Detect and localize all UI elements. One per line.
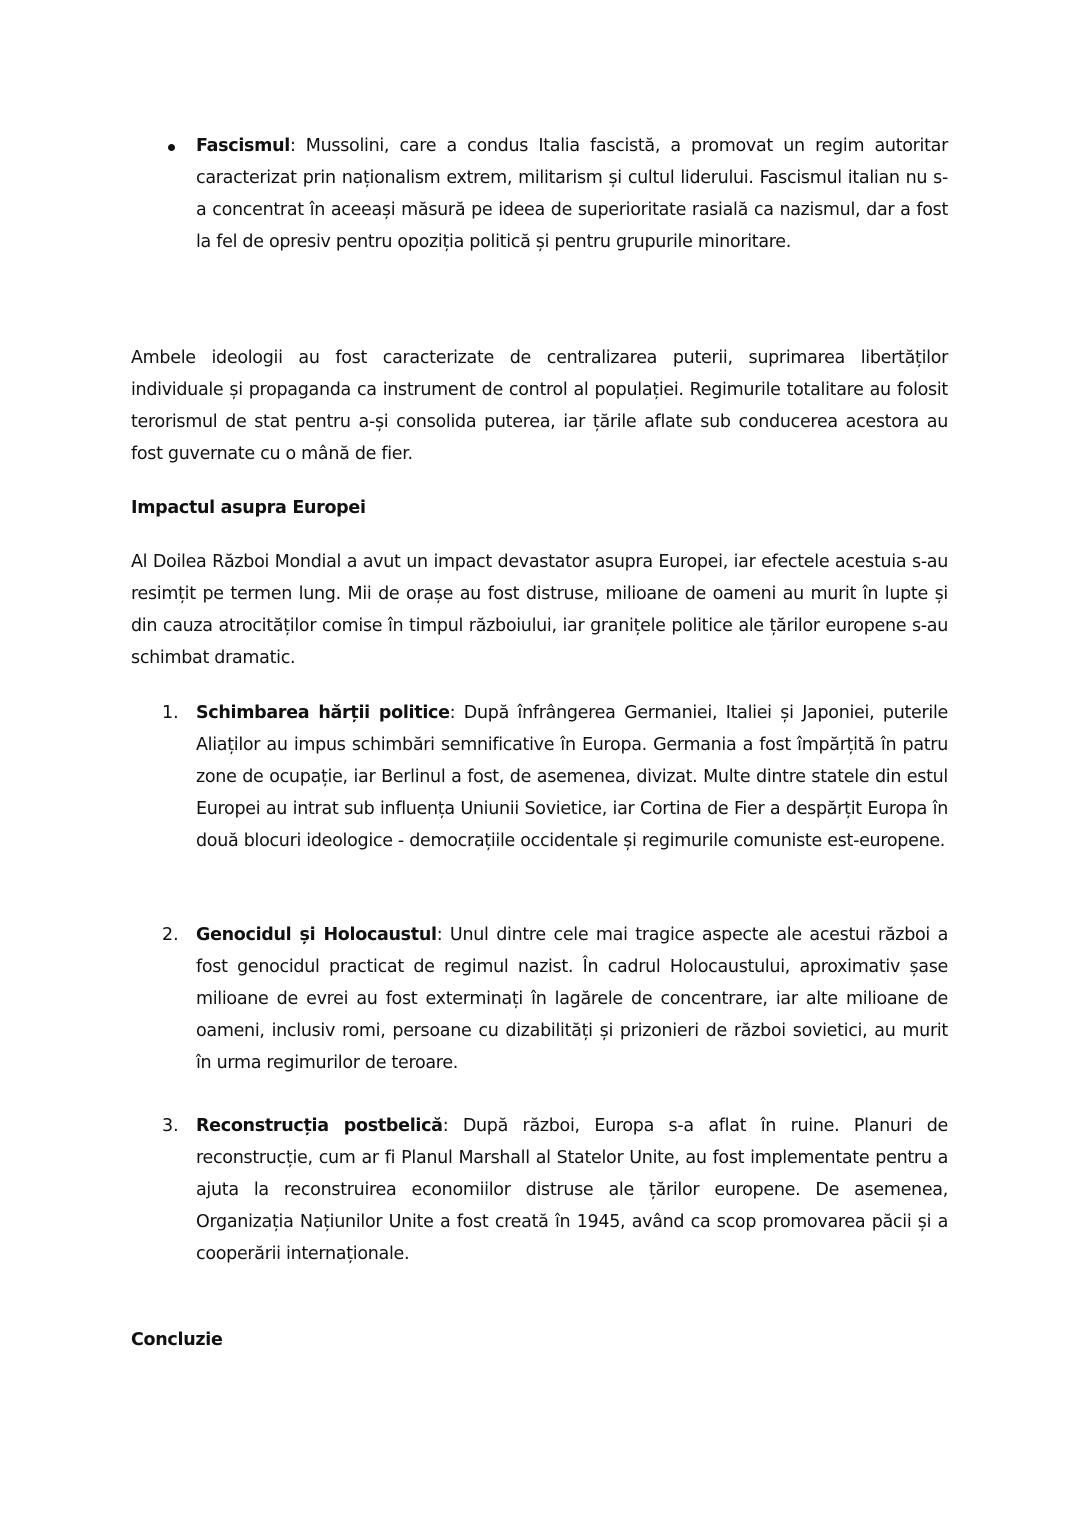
list-number-1: 1.: [162, 703, 179, 723]
section-heading-conclusion: Concluzie: [131, 1330, 223, 1350]
list-term: Genocidul și Holocaustul: [196, 925, 437, 945]
list-item-holocaust: [196, 919, 948, 1079]
section-heading-impact: Impactul asupra Europei: [131, 498, 366, 518]
list-text: : După război, Europa s-a aflat în ruine. Planuri de reconstrucție, cum ar fi Planul Marshall al Statelor Unite, au fost implementate pentru a ajuta la reconstruirea economiilor distruse ale țărilor europene. De asemenea, Organizația Națiunilor Unite a fost creată în 1945, având ca scop promovarea păcii și a cooperării internaționale.: [196, 1116, 948, 1264]
list-number-2: 2.: [162, 925, 179, 945]
list-text: : După înfrângerea Germaniei, Italiei și Japoniei, puterile Aliaților au impus schimbări semnificative în Europa. Germania a fost împărțită în patru zone de ocupație, iar Berlinul a fost, de asemenea, divizat. Multe dintre statele din estul Europei au intrat sub influența Uniunii Sovietice, iar Cortina de Fier a despărțit Europa în două blocuri ideologice - democrațiile occidentale și regimurile comuniste est-europene.: [196, 703, 948, 851]
list-item-political-map: [196, 697, 948, 857]
paragraph-ideologies: Ambele ideologii au fost caracterizate de centralizarea puterii, suprimarea libertăților individuale și propaganda ca instrument de control al populației. Regimurile totalitare au folosit terorismul de stat pentru a-și consolida puterea, iar țările aflate sub conducerea acestora au fost guvernate cu o mână de fier.: [131, 348, 948, 464]
list-term: Schimbarea hărții politice: [196, 703, 450, 723]
list-item-reconstruction: [196, 1110, 948, 1270]
bullet-text: : Mussolini, care a condus Italia fascistă, a promovat un regim autoritar caracterizat prin naționalism extrem, militarism și cultul liderului. Fascismul italian nu s-a concentrat în aceeași măsură pe ideea de superioritate rasială ca nazismul, dar a fost la fel de opresiv pentru opoziția politică și pentru grupurile minoritare.: [196, 136, 948, 252]
list-text: : Unul dintre cele mai tragice aspecte ale acestui război a fost genocidul practicat de regimul nazist. În cadrul Holocaustului, aproximativ șase milioane de evrei au fost exterminați în lagărele de concentrare, iar alte milioane de oameni, inclusiv romi, persoane cu dizabilități și prizonieri de război sovietici, au murit în urma regimurilor de teroare.: [196, 925, 948, 1073]
list-number-3: 3.: [162, 1116, 179, 1136]
paragraph-impact: Al Doilea Război Mondial a avut un impact devastator asupra Europei, iar efectele acestuia s-au resimțit pe termen lung. Mii de orașe au fost distruse, milioane de oameni au murit în lupte și din cauza atrocităților comise în timpul războiului, iar granițele politice ale țărilor europene s-au schimbat dramatic.: [131, 552, 948, 668]
bullet-term: Fascismul: [196, 136, 290, 156]
bullet-item-fascism: [196, 130, 948, 258]
list-term: Reconstrucția postbelică: [196, 1116, 443, 1136]
bullet-icon: [168, 144, 175, 151]
